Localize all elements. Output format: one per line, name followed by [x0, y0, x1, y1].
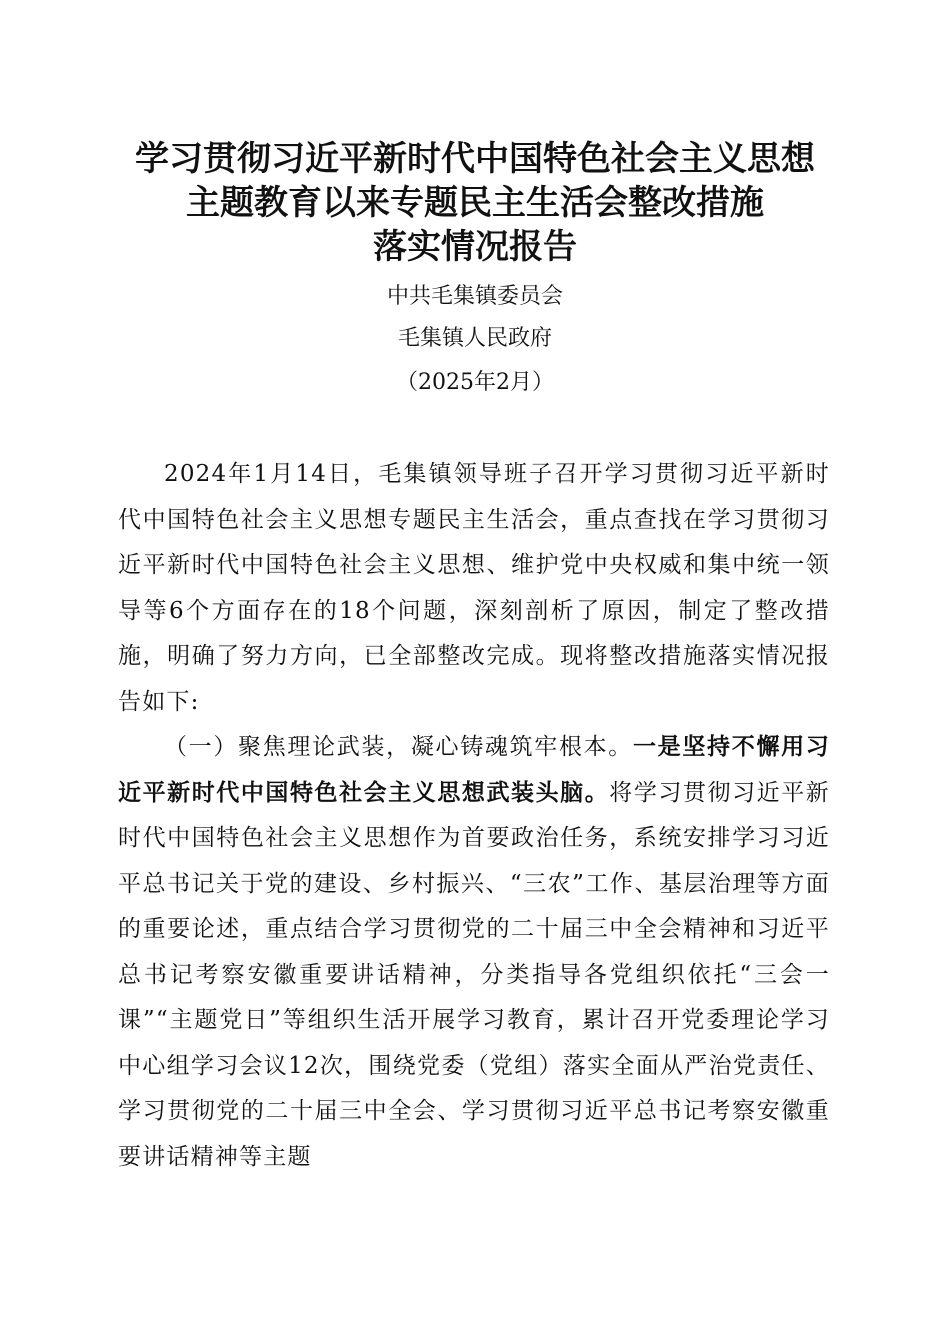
document-body — [118, 452, 830, 1180]
section-one-bold-point: 一是坚持不懈用习近平新时代中国特色社会主义思想武装头脑。 — [118, 734, 830, 806]
document-title — [100, 137, 850, 269]
section-one-paragraph — [118, 725, 830, 1180]
title-line-2: 主题教育以来专题民主生活会整改措施 — [186, 183, 764, 223]
issuer-party-committee: 中共毛集镇委员会 — [386, 284, 563, 309]
title-line-1: 学习贯彻习近平新时代中国特色社会主义思想 — [135, 139, 815, 179]
title-line-3: 落实情况报告 — [373, 227, 577, 267]
section-one-text: 将学习贯彻习近平新时代中国特色社会主义思想作为首要政治任务，系统安排学习习近平总书记关于党的建设、乡村振兴、“三农”工作、基层治理等方面的重要论述，重点结合学习贯彻党的二十届三中全会精神和习近平总书记考察安徽重要讲话精神，分类指导各党组织依托“三会一课”“主题党日”等组织生活开展学习教育，累计召开党委理论学习中心组学习会议12次，围绕党委（党组）落实全面从严治党责任、学习贯彻党的二十届三中全会、学习贯彻习近平总书记考察安徽重要讲话精神等主题 — [118, 779, 830, 1170]
section-one-heading: （一）聚焦理论武装，凝心铸魂筑牢根本。 — [164, 734, 633, 760]
issuer-town-government: 毛集镇人民政府 — [397, 326, 552, 351]
intro-paragraph: 2024年1月14日，毛集镇领导班子召开学习贯彻习近平新时代中国特色社会主义思想专题民主生活会，重点查找在学习贯彻习近平新时代中国特色社会主义思想、维护党中央权威和集中统一领导等6个方面存在的18个问题，深刻剖析了原因，制定了整改措施，明确了努力方向，已全部整改完成。现将整改措施落实情况报告如下: — [118, 461, 830, 715]
document-date: （2025年2月） — [396, 370, 554, 395]
